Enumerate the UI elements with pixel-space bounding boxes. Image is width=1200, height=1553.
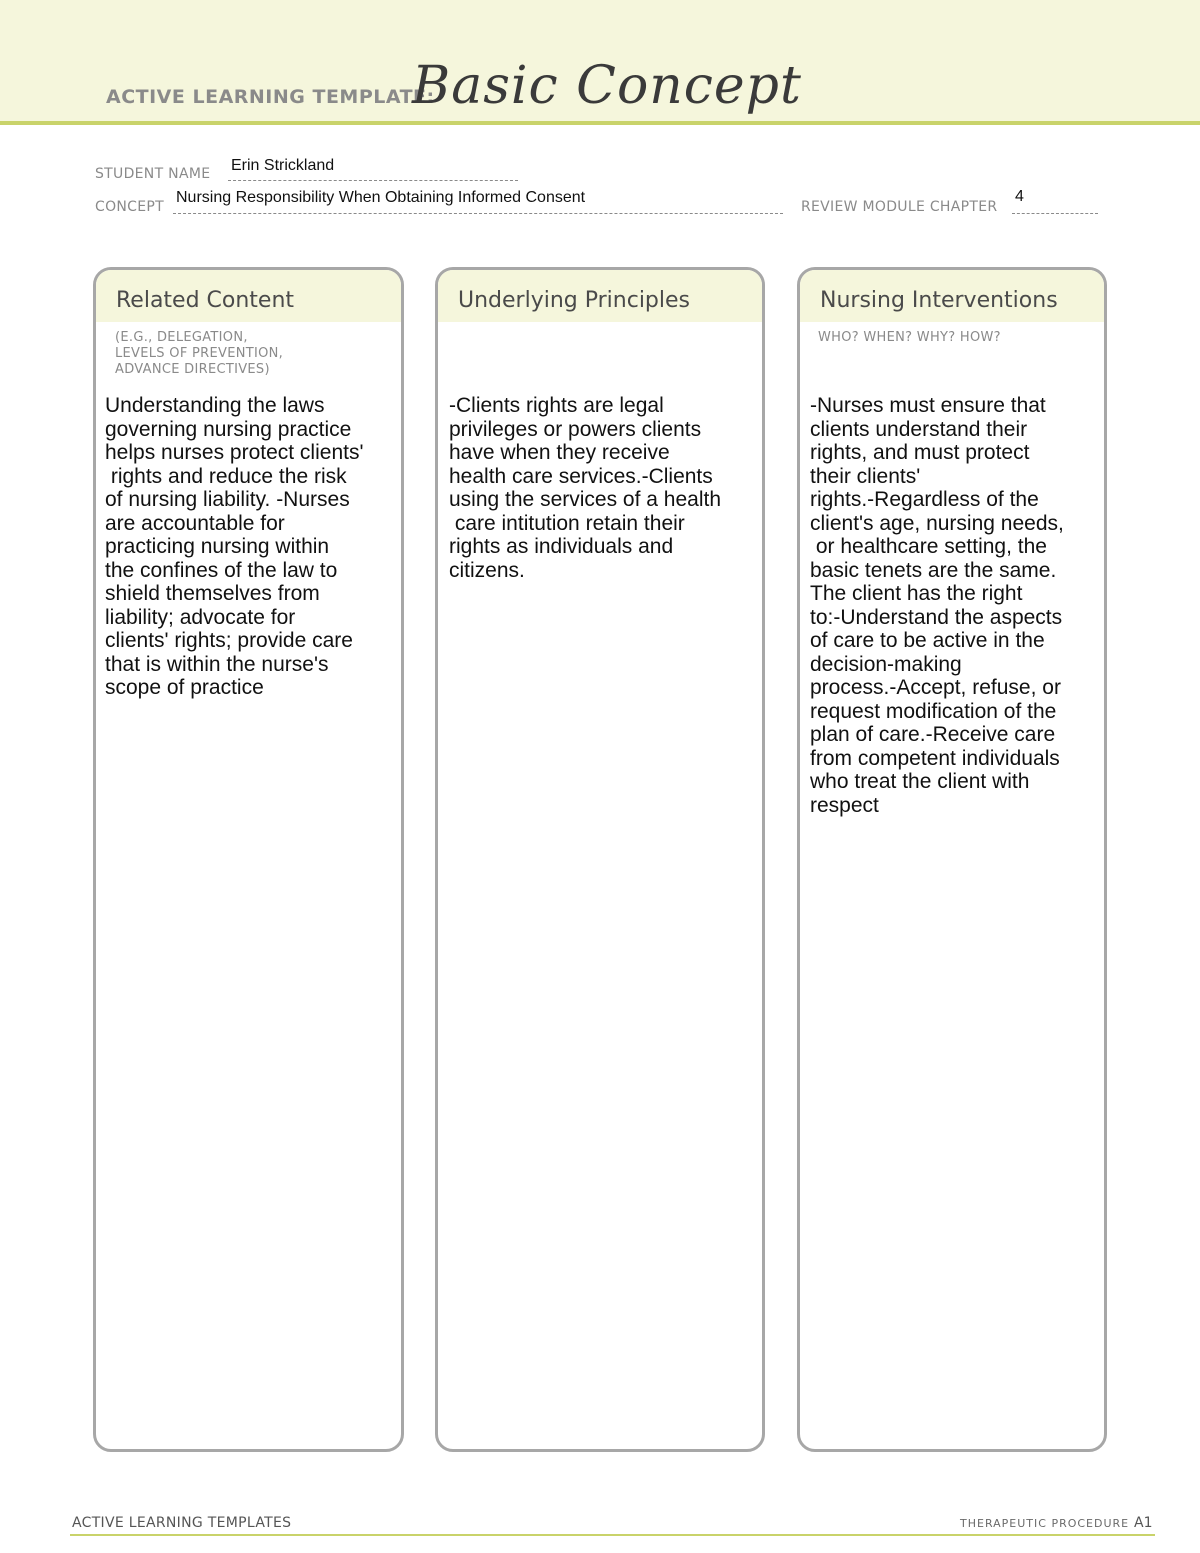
text-line: of care to be active in the (810, 629, 1045, 652)
text-line: process.-Accept, refuse, or (810, 676, 1061, 699)
text-line: to:-Understand the aspects (810, 605, 1063, 629)
text-line: clients' rights; provide care (105, 629, 353, 652)
footer-divider (70, 1534, 1155, 1536)
text-line: have when they receive (449, 441, 670, 464)
student-name-label: STUDENT NAME (95, 166, 211, 182)
text-line: -Clients rights are legal (449, 394, 664, 417)
underlying-principles-panel (435, 267, 765, 1452)
text-line: -Nurses must ensure that (810, 394, 1046, 417)
footer-left-label: ACTIVE LEARNING TEMPLATES (72, 1515, 292, 1531)
text-line: are accountable for (105, 511, 285, 535)
text-line: the confines of the law to (105, 558, 338, 582)
student-name-underline (228, 180, 518, 181)
text-line: request modification of the (810, 699, 1057, 723)
text-line: rights, and must protect (810, 441, 1030, 464)
text-line: Understanding the laws (105, 394, 325, 417)
related-content-text[interactable] (105, 394, 363, 700)
panel-title: Underlying Principles (458, 288, 690, 313)
text-line: who treat the client with (810, 770, 1030, 793)
related-content-panel (93, 267, 404, 1452)
page-number: A1 (1134, 1515, 1153, 1531)
text-line: The client has the right (810, 582, 1023, 605)
text-line: using the services of a health (449, 488, 721, 511)
hint-line: (E.G., DELEGATION, (115, 330, 248, 345)
student-name-field[interactable]: Erin Strickland (231, 157, 335, 174)
text-line: or healthcare setting, the (810, 535, 1047, 558)
text-line: liability; advocate for (105, 605, 296, 629)
text-line: of nursing liability. -Nurses (105, 488, 350, 511)
panel-hint (818, 330, 1001, 346)
panel-hint (115, 330, 283, 378)
text-line: practicing nursing within (105, 535, 330, 558)
text-line: their clients' (810, 464, 921, 488)
text-line: basic tenets are the same. (810, 558, 1057, 582)
hint-line: WHO? WHEN? WHY? HOW? (818, 330, 1001, 345)
template-label: ACTIVE LEARNING TEMPLATE: (106, 86, 435, 108)
underlying-principles-text[interactable] (449, 394, 721, 582)
concept-label: CONCEPT (95, 199, 164, 215)
text-line: rights.-Regardless of the (810, 488, 1039, 511)
text-line: health care services.-Clients (449, 464, 713, 488)
text-line: rights as individuals and (449, 535, 674, 558)
text-line: governing nursing practice (105, 417, 352, 441)
text-line: client's age, nursing needs, (810, 511, 1064, 535)
text-line: privileges or powers clients (449, 417, 702, 441)
text-line: citizens. (449, 558, 525, 582)
text-line: plan of care.-Receive care (810, 723, 1056, 746)
review-module-label: REVIEW MODULE CHAPTER (801, 199, 998, 215)
text-line: scope of practice (105, 676, 264, 699)
text-line: clients understand their (810, 417, 1028, 441)
footer-right-label: THERAPEUTIC PROCEDURE (960, 1517, 1130, 1530)
text-line: care intitution retain their (449, 511, 685, 535)
concept-underline (173, 213, 783, 214)
hint-line: LEVELS OF PREVENTION, (115, 346, 284, 361)
header-divider (0, 121, 1200, 125)
hint-line: ADVANCE DIRECTIVES) (115, 362, 270, 377)
panel-title: Related Content (116, 288, 295, 313)
nursing-interventions-panel (797, 267, 1107, 1452)
concept-field[interactable]: Nursing Responsibility When Obtaining Informed Consent (176, 189, 586, 206)
nursing-interventions-text[interactable] (810, 394, 1064, 817)
text-line: that is within the nurse's (105, 652, 329, 676)
text-line: shield themselves from (105, 582, 320, 605)
review-module-underline (1012, 213, 1098, 214)
review-module-field[interactable]: 4 (1015, 188, 1024, 205)
text-line: from competent individuals (810, 746, 1060, 770)
template-title: Basic Concept (412, 56, 802, 116)
text-line: respect (810, 793, 879, 817)
text-line: decision-making (810, 652, 962, 676)
text-line: helps nurses protect clients' (105, 441, 364, 464)
text-line: rights and reduce the risk (105, 464, 347, 488)
panel-title: Nursing Interventions (820, 288, 1058, 313)
